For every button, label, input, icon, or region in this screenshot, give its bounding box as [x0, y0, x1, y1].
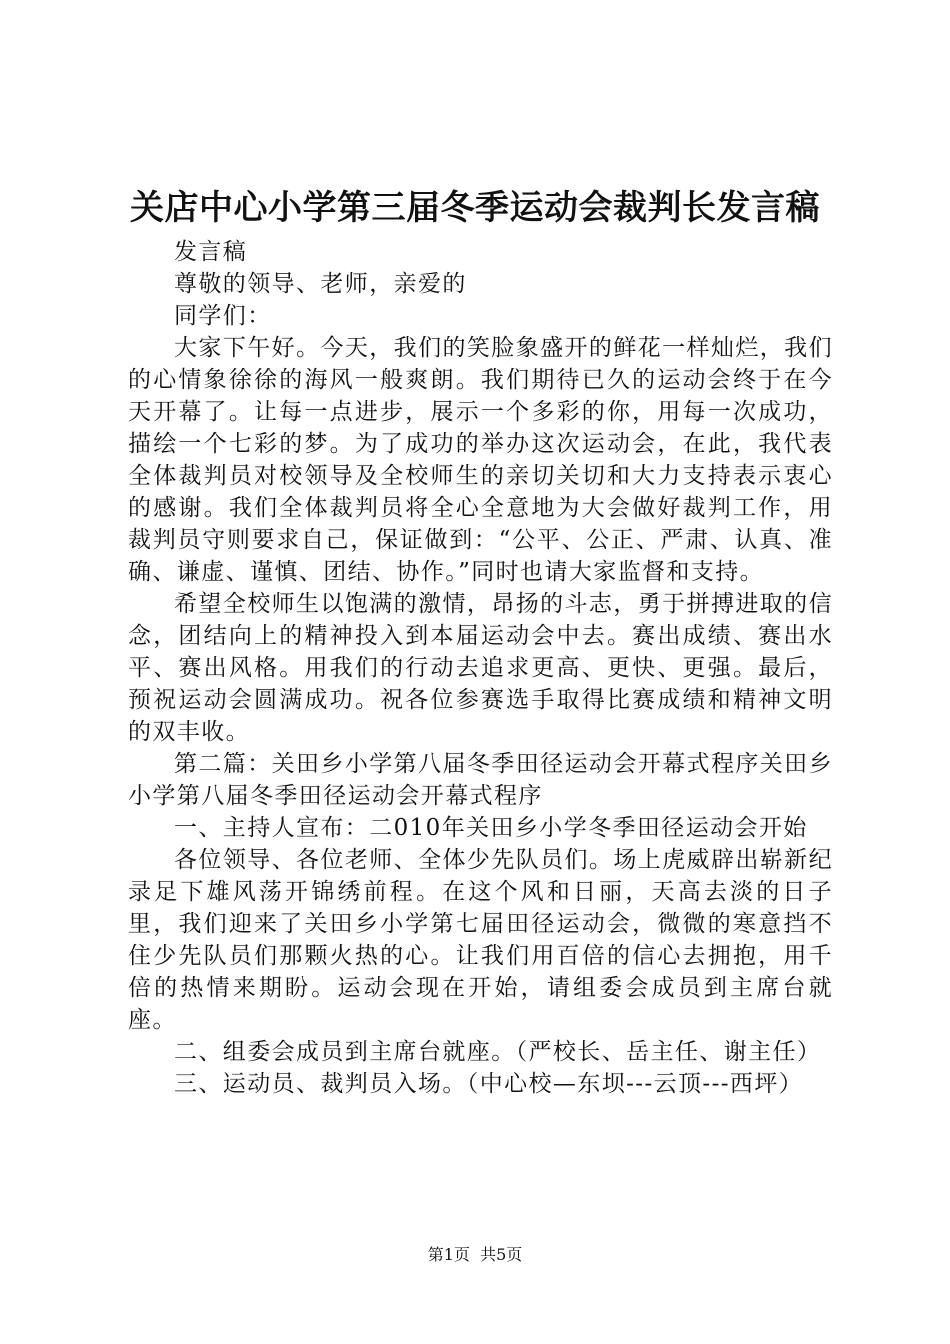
paragraph-second-article-title: 第二篇：关田乡小学第八届冬季田径运动会开幕式程序关田乡小学第八届冬季田径运动会开幕式程序	[128, 751, 833, 809]
paragraph-salutation-cont: 同学们：	[174, 303, 272, 329]
paragraph-heading: 发言稿	[174, 239, 248, 265]
paragraph-greeting: 大家下午好。今天，我们的笑脸象盛开的鲜花一样灿烂，我们的心情象徐徐的海风一般爽朗。我们期待已久的运动会终于在今天开幕了。让每一点进步，展示一个多彩的你，用每一次成功，描绘一个七彩的梦。为了成功的举办这次运动会，在此，我代表全体裁判员对校领导及全校师生的亲切关切和大力支持表示衷心的感谢。我们全体裁判员将全心全意地为大会做好裁判工作，用裁判员守则要求自己，保证做到：“公平、公正、严肃、认真、准确、谦虚、谨慎、团结、协作。”同时也请大家监督和支持。	[128, 335, 833, 585]
paragraph-host-speech: 各位领导、各位老师、全体少先队员们。场上虎威辟出崭新纪录足下雄风荡开锦绣前程。在这个风和日丽，天高去淡的日子里，我们迎来了关田乡小学第七届田径运动会，微微的寒意挡不住少先队员们那颗火热的心。让我们用百倍的信心去拥抱，用千倍的热情来期盼。运动会现在开始，请组委会成员到主席台就座。	[128, 847, 833, 1033]
document-body	[128, 236, 833, 1100]
page-footer	[0, 1245, 950, 1265]
paragraph-hope: 希望全校师生以饱满的激情，昂扬的斗志，勇于拼搏进取的信念，团结向上的精神投入到本届运动会中去。赛出成绩、赛出水平、赛出风格。用我们的行动去追求更高、更快、更强。最后，预祝运动会圆满成功。祝各位参赛选手取得比赛成绩和精神文明的双丰收。	[128, 591, 833, 745]
paragraph-item-two: 二、组委会成员到主席台就座。（严校长、岳主任、谢主任）	[174, 1039, 822, 1065]
paragraph-salutation: 尊敬的领导、老师，亲爱的	[174, 271, 467, 297]
page-total: 共5页	[480, 1245, 523, 1264]
page-number: 第1页	[427, 1245, 470, 1264]
paragraph-item-one: 一、主持人宣布：二010年关田乡小学冬季田径运动会开始	[174, 815, 808, 841]
document-title: 关店中心小学第三届冬季运动会裁判长发言稿	[130, 188, 820, 228]
paragraph-item-three: 三、运动员、裁判员入场。（中心校—东坝---云顶---西坪）	[174, 1071, 804, 1097]
